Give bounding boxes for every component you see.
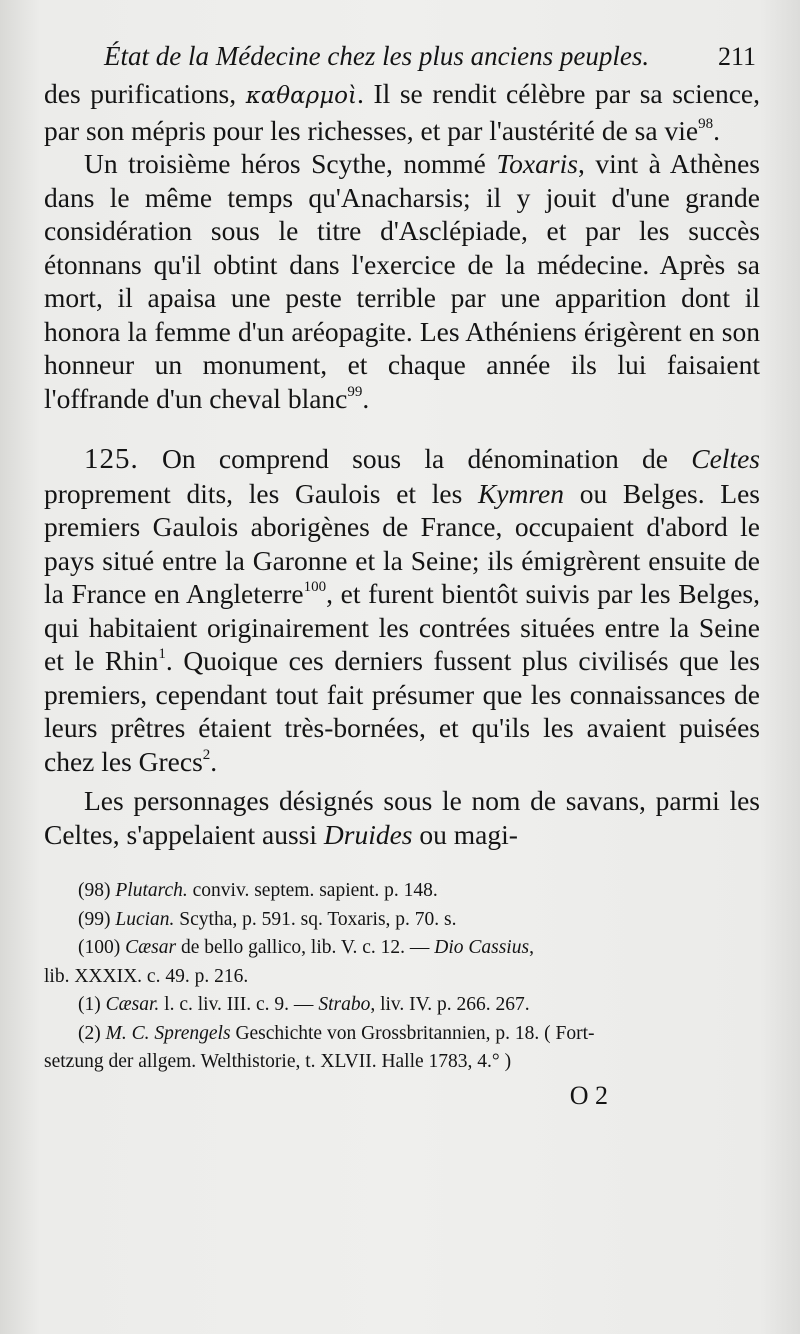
printer-signature: O 2 (569, 1080, 608, 1110)
italic-name: Toxaris (496, 148, 578, 179)
footnote-author: Cæsar. (105, 994, 160, 1015)
footnote-100-continued: lib. XXXIX. c. 49. p. 216. (44, 965, 249, 987)
text-run: , et furent bientôt suivis par les Belges, qui habitaient originairement les contrées situées entre la Seine et le Rhin (44, 578, 760, 676)
footnote-2 (44, 1020, 760, 1049)
footnote-author: Strabo (318, 994, 371, 1015)
text-run: . (362, 382, 370, 414)
footnote-text: Scytha, p. 591. sq. Toxaris, p. 70. s. (174, 908, 457, 930)
footnote-text: , (529, 937, 534, 958)
text-run: . (210, 745, 218, 777)
footnote-author: Cæsar (125, 937, 177, 958)
footnote-99 (44, 906, 760, 935)
text-run: des purifications, (44, 78, 246, 109)
footnotes (44, 877, 760, 1077)
footnote-author: M. C. Sprengels (105, 1022, 231, 1044)
text-run: On comprend sous la dénomination de (138, 443, 692, 474)
footnote-98 (44, 877, 760, 906)
footnote-2-continued: setzung der allgem. Welthistorie, t. XLVII. Halle 1783, 4.° ) (44, 1051, 512, 1072)
footnote-text: Geschichte von Grossbritannien, p. 18. ( Fort- (230, 1022, 595, 1044)
footnote-author: Lucian. (115, 908, 175, 930)
footnote-ref: 99 (347, 383, 363, 400)
footnote-text: l. c. liv. III. c. 9. — (159, 994, 319, 1015)
main-text (44, 77, 760, 851)
footnote-100 (44, 934, 760, 963)
paragraph-4 (44, 784, 760, 851)
paragraph-3 (44, 442, 760, 778)
footnote-ref: 2 (202, 746, 211, 763)
footnote-ref: 100 (303, 579, 327, 595)
page-header (44, 40, 760, 73)
footnote-author: Plutarch. (115, 880, 188, 901)
paragraph-1 (44, 77, 760, 147)
italic-term: Kymren (477, 477, 565, 509)
running-title: État de la Médecine chez les plus anciens peuples. (104, 41, 650, 71)
footnote-text: , liv. IV. p. 266. 267. (370, 994, 530, 1015)
footnote-number: (99) (78, 908, 111, 930)
text-run: proprement dits, les Gaulois et les (44, 477, 478, 509)
paragraph-2 (44, 147, 760, 415)
italic-term: Druides (323, 818, 413, 850)
footnote-number: (98) (78, 880, 111, 901)
italic-term: Celtes (691, 443, 760, 474)
greek-word: καθαρμοὶ (245, 83, 358, 109)
footnote-number: (1) (78, 994, 101, 1015)
text-run: Un troisième héros Scythe, nommé (84, 148, 497, 179)
footnote-ref: 98 (698, 115, 714, 132)
text-run: ou magi- (412, 818, 518, 850)
footnote-number: (2) (78, 1022, 101, 1044)
text-run: . (713, 114, 720, 146)
footnote-text: de bello gallico, lib. V. c. 12. — (176, 937, 435, 958)
text-run: . Il se rendit célèbre par sa science, par son mépris pour les richesses, et par l'austérité de sa vie (44, 78, 760, 146)
footnote-author: Dio Cassius (434, 937, 530, 958)
section-number: 125. (84, 443, 139, 475)
text-run: , vint à Athènes dans le même temps qu'Anacharsis; il y jouit d'une grande considération sous le titre d'Asclépiade, et par les succès étonnans qu'il obtint dans l'exercice de la médecine. Après sa mort, il apaisa une peste terrible par une apparition dont il honora la femme d'un aréopagite. Les Athéniens érigèrent en son honneur un monument, et chaque année ils lui faisaient l'offrande d'un cheval blanc (44, 148, 761, 414)
footnote-ref: 1 (158, 646, 166, 662)
page-number: 211 (717, 42, 756, 71)
text-run: ou Belges. Les premiers Gaulois aborigènes de France, occupaient d'abord le pays situé entre la Garonne et la Seine; ils émigrèrent ensuite de la France en Angleterre (44, 477, 760, 609)
footnote-1 (44, 991, 760, 1020)
text-run: . Quoique ces derniers fussent plus civilisés que les premiers, cependant tout fait présumer que les connaissances de leurs prêtres étaient très-bornées, et qu'ils les avaient puisées chez les Grecs (44, 645, 760, 777)
text-run: Les personnages désignés sous le nom de savans, parmi les Celtes, s'appelaient aussi (44, 785, 760, 850)
footnote-number: (100) (78, 937, 121, 958)
footnote-text: conviv. septem. sapient. p. 148. (187, 880, 438, 901)
